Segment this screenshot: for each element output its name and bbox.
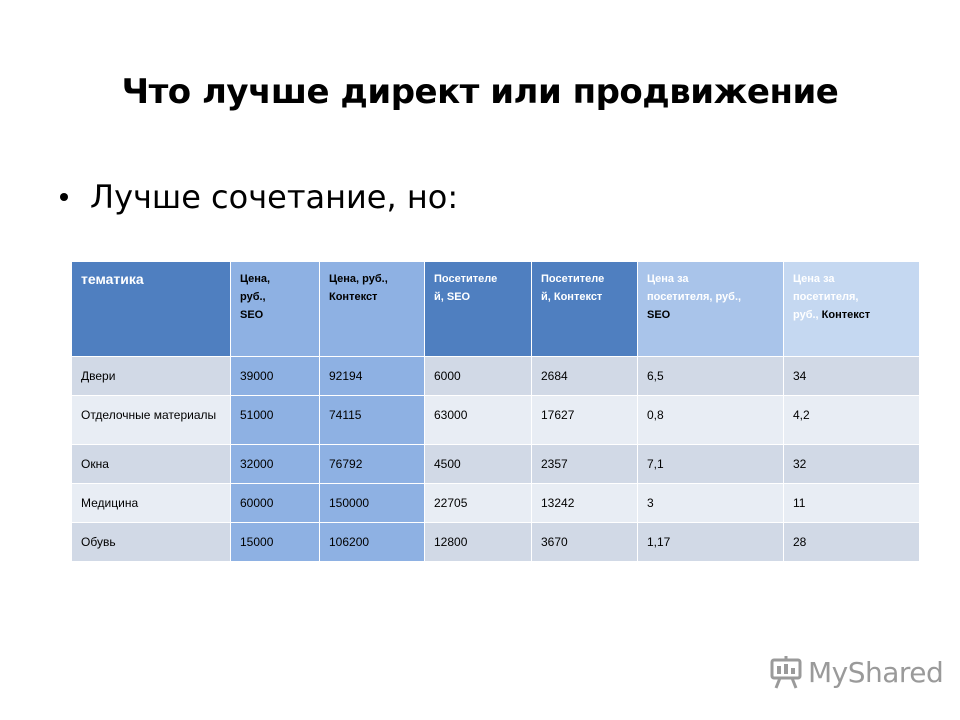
table-row bbox=[72, 523, 920, 562]
slide-title: Что лучше директ или продвижение bbox=[121, 72, 839, 112]
bullet-text: Лучше сочетание, но: bbox=[90, 178, 459, 216]
cell-cost-seo: 3 bbox=[638, 484, 784, 523]
table-row bbox=[72, 357, 920, 396]
table-row bbox=[72, 445, 920, 484]
cell-price-context: 74115 bbox=[320, 396, 425, 445]
cell-theme: Двери bbox=[72, 357, 231, 396]
cell-price-seo: 15000 bbox=[231, 523, 320, 562]
cell-price-seo: 32000 bbox=[231, 445, 320, 484]
cell-visitors-seo: 63000 bbox=[425, 396, 532, 445]
header-cell-visitors-seo: Посетителе й, SEO bbox=[425, 262, 532, 357]
cell-cost-context: 32 bbox=[784, 445, 920, 484]
myshared-logo bbox=[768, 654, 943, 690]
cell-price-context: 92194 bbox=[320, 357, 425, 396]
cell-visitors-context: 13242 bbox=[532, 484, 638, 523]
cell-cost-context: 34 bbox=[784, 357, 920, 396]
cell-visitors-seo: 6000 bbox=[425, 357, 532, 396]
header-cell-price-seo: Цена, руб., SEO bbox=[231, 262, 320, 357]
header-cell-cost-per-visitor-context: Цена за посетителя, руб., Контекст bbox=[784, 262, 920, 357]
cell-cost-seo: 6,5 bbox=[638, 357, 784, 396]
cell-theme: Обувь bbox=[72, 523, 231, 562]
logo-text: MyShared bbox=[808, 655, 944, 689]
cell-price-seo: 39000 bbox=[231, 357, 320, 396]
cell-cost-context: 4,2 bbox=[784, 396, 920, 445]
table-row bbox=[72, 396, 920, 445]
cell-visitors-context: 2684 bbox=[532, 357, 638, 396]
cell-visitors-seo: 22705 bbox=[425, 484, 532, 523]
table-header-row bbox=[72, 262, 920, 357]
cell-theme: Медицина bbox=[72, 484, 231, 523]
cell-price-context: 106200 bbox=[320, 523, 425, 562]
table-row bbox=[72, 484, 920, 523]
cell-visitors-context: 3670 bbox=[532, 523, 638, 562]
cell-theme: Отделочные материалы bbox=[72, 396, 231, 445]
header-cell-visitors-context: Посетителе й, Контекст bbox=[532, 262, 638, 357]
cell-theme: Окна bbox=[72, 445, 231, 484]
header-cell-price-context: Цена, руб., Контекст bbox=[320, 262, 425, 357]
cell-cost-context: 28 bbox=[784, 523, 920, 562]
header-cell-cost-per-visitor-seo: Цена за посетителя, руб., SEO bbox=[638, 262, 784, 357]
header-cell-theme: тематика bbox=[72, 262, 231, 357]
bullet-dot-icon bbox=[60, 193, 68, 201]
cell-cost-context: 11 bbox=[784, 484, 920, 523]
cell-price-context: 150000 bbox=[320, 484, 425, 523]
cell-visitors-context: 17627 bbox=[532, 396, 638, 445]
cell-cost-seo: 7,1 bbox=[638, 445, 784, 484]
cell-price-context: 76792 bbox=[320, 445, 425, 484]
data-table bbox=[71, 261, 920, 562]
cell-cost-seo: 1,17 bbox=[638, 523, 784, 562]
cell-price-seo: 60000 bbox=[231, 484, 320, 523]
cell-visitors-seo: 12800 bbox=[425, 523, 532, 562]
cell-visitors-seo: 4500 bbox=[425, 445, 532, 484]
cell-visitors-context: 2357 bbox=[532, 445, 638, 484]
cell-cost-seo: 0,8 bbox=[638, 396, 784, 445]
bullet-point bbox=[56, 178, 458, 216]
cell-price-seo: 51000 bbox=[231, 396, 320, 445]
presentation-board-icon bbox=[768, 654, 804, 690]
